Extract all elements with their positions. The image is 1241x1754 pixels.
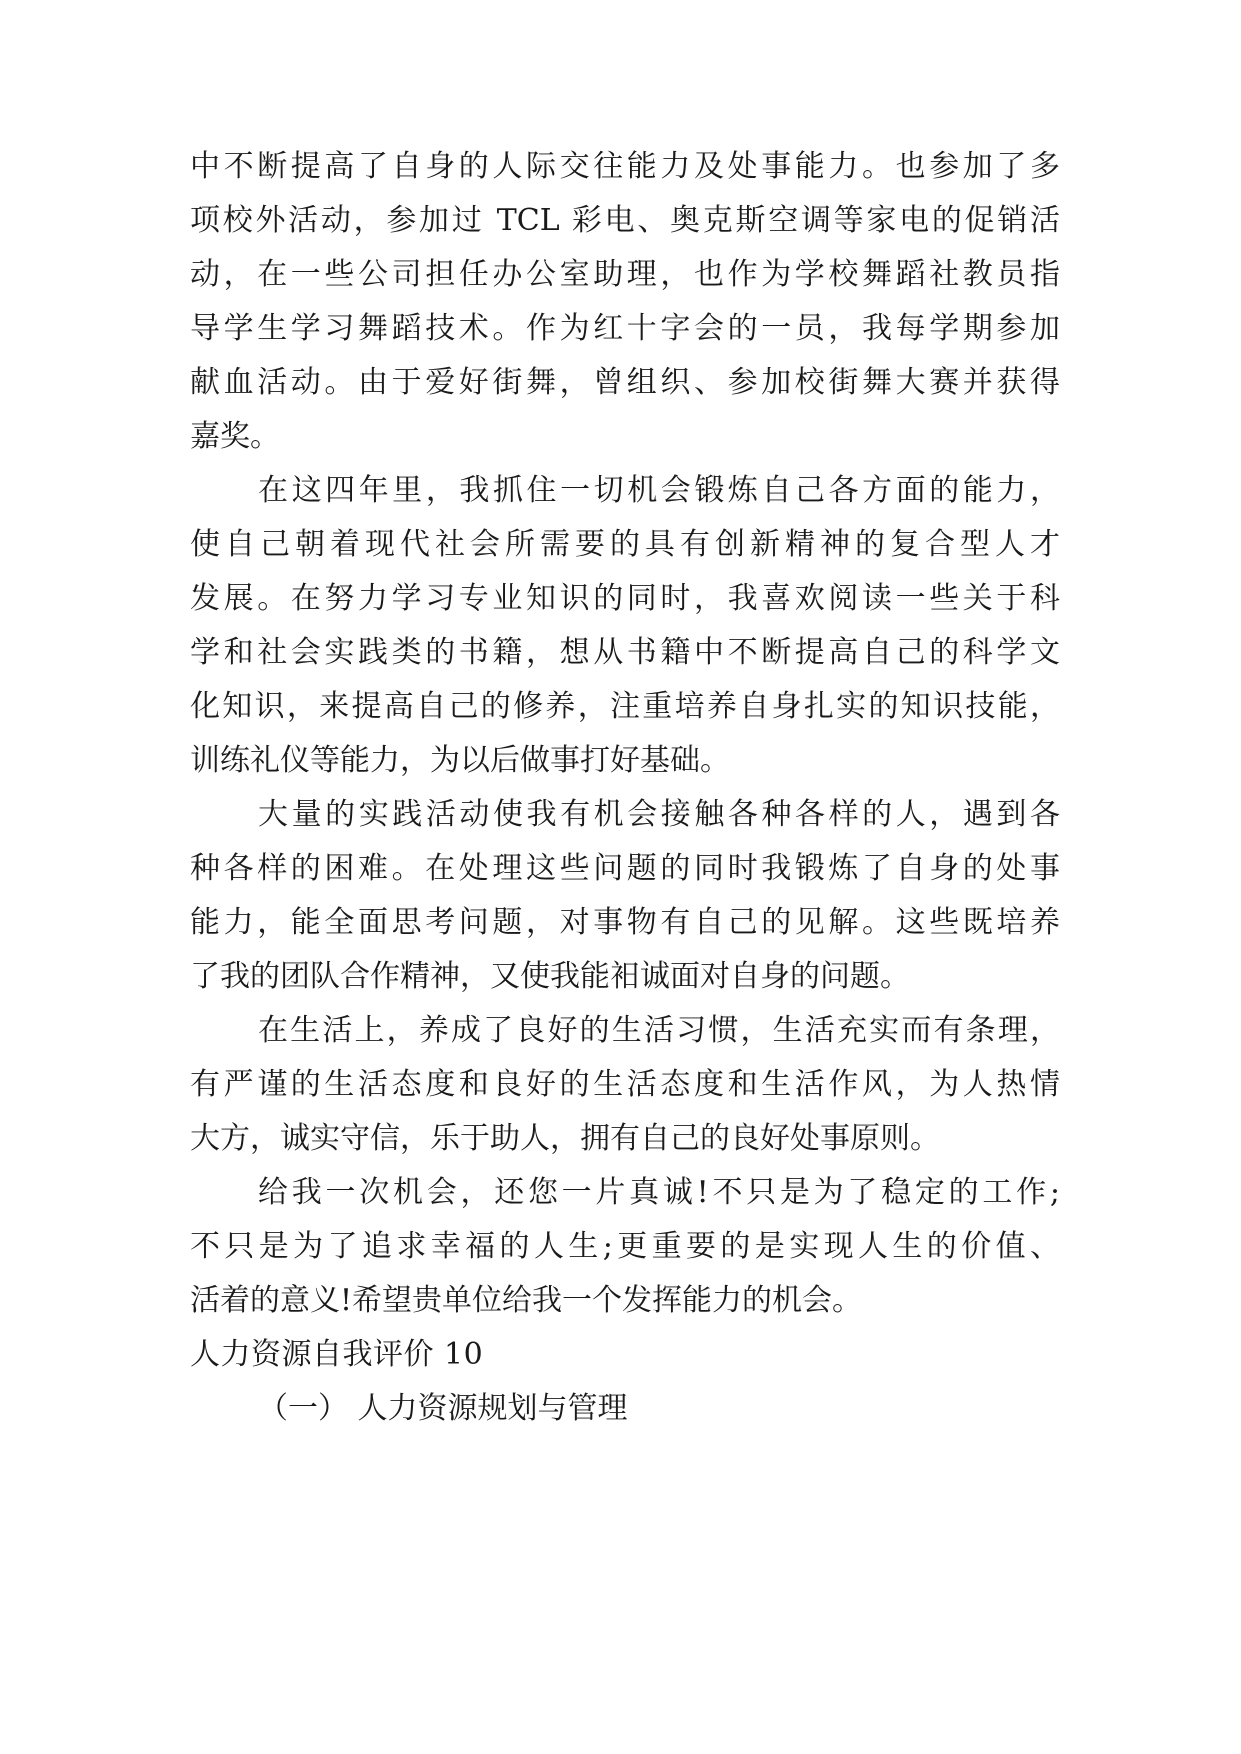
paragraph-line: 中不断提高了自身的人际交往能力及处事能力。也参加了多 <box>190 149 1060 184</box>
paragraph-line: 在这四年里，我抓住一切机会锻炼自己各方面的能力， <box>258 473 1060 508</box>
paragraph-line: 发展。在努力学习专业知识的同时，我喜欢阅读一些关于科 <box>190 581 1060 616</box>
paragraph-line: 种各样的困难。在处理这些问题的同时我锻炼了自身的处事 <box>190 851 1060 886</box>
section-heading: 人力资源自我评价 10 <box>190 1337 484 1372</box>
paragraph-line: 训练礼仪等能力，为以后做事打好基础。 <box>190 743 730 778</box>
paragraph-line: 大量的实践活动使我有机会接触各种各样的人，遇到各 <box>258 797 1060 832</box>
paragraph-line: 有严谨的生活态度和良好的生活态度和生活作风，为人热情 <box>190 1067 1060 1102</box>
paragraph-line: 不只是为了追求幸福的人生;更重要的是实现人生的价值、 <box>190 1229 1060 1264</box>
paragraph-line: 活着的意义!希望贵单位给我一个发挥能力的机会。 <box>190 1283 863 1318</box>
paragraph-line: 能力，能全面思考问题，对事物有自己的见解。这些既培养 <box>190 905 1060 940</box>
paragraph-line: 导学生学习舞蹈技术。作为红十字会的一员，我每学期参加 <box>190 311 1060 346</box>
paragraph-line: 项校外活动，参加过 TCL 彩电、奥克斯空调等家电的促销活 <box>190 203 1060 238</box>
paragraph-line: 了我的团队合作精神，又使我能衵诚面对自身的问题。 <box>190 959 910 994</box>
paragraph-line: 动，在一些公司担任办公室助理，也作为学校舞蹈社教员指 <box>190 257 1060 292</box>
paragraph-line: 大方，诚实守信，乐于助人，拥有自己的良好处事原则。 <box>190 1121 940 1156</box>
paragraph-line: 献血活动。由于爱好街舞，曾组织、参加校街舞大赛并获得 <box>190 365 1060 400</box>
paragraph-line: 化知识，来提高自己的修养，注重培养自身扎实的知识技能， <box>190 689 1060 724</box>
paragraph-line: 使自己朝着现代社会所需要的具有创新精神的复合型人才 <box>190 527 1060 562</box>
paragraph-line: 给我一次机会，还您一片真诚!不只是为了稳定的工作; <box>258 1175 1060 1210</box>
paragraph-line: 嘉奖。 <box>190 419 280 454</box>
paragraph-line: 学和社会实践类的书籍，想从书籍中不断提高自己的科学文 <box>190 635 1060 670</box>
paragraph-line: 在生活上，养成了良好的生活习惯，生活充实而有条理， <box>258 1013 1060 1048</box>
subsection-heading: （一） 人力资源规划与管理 <box>258 1391 628 1426</box>
